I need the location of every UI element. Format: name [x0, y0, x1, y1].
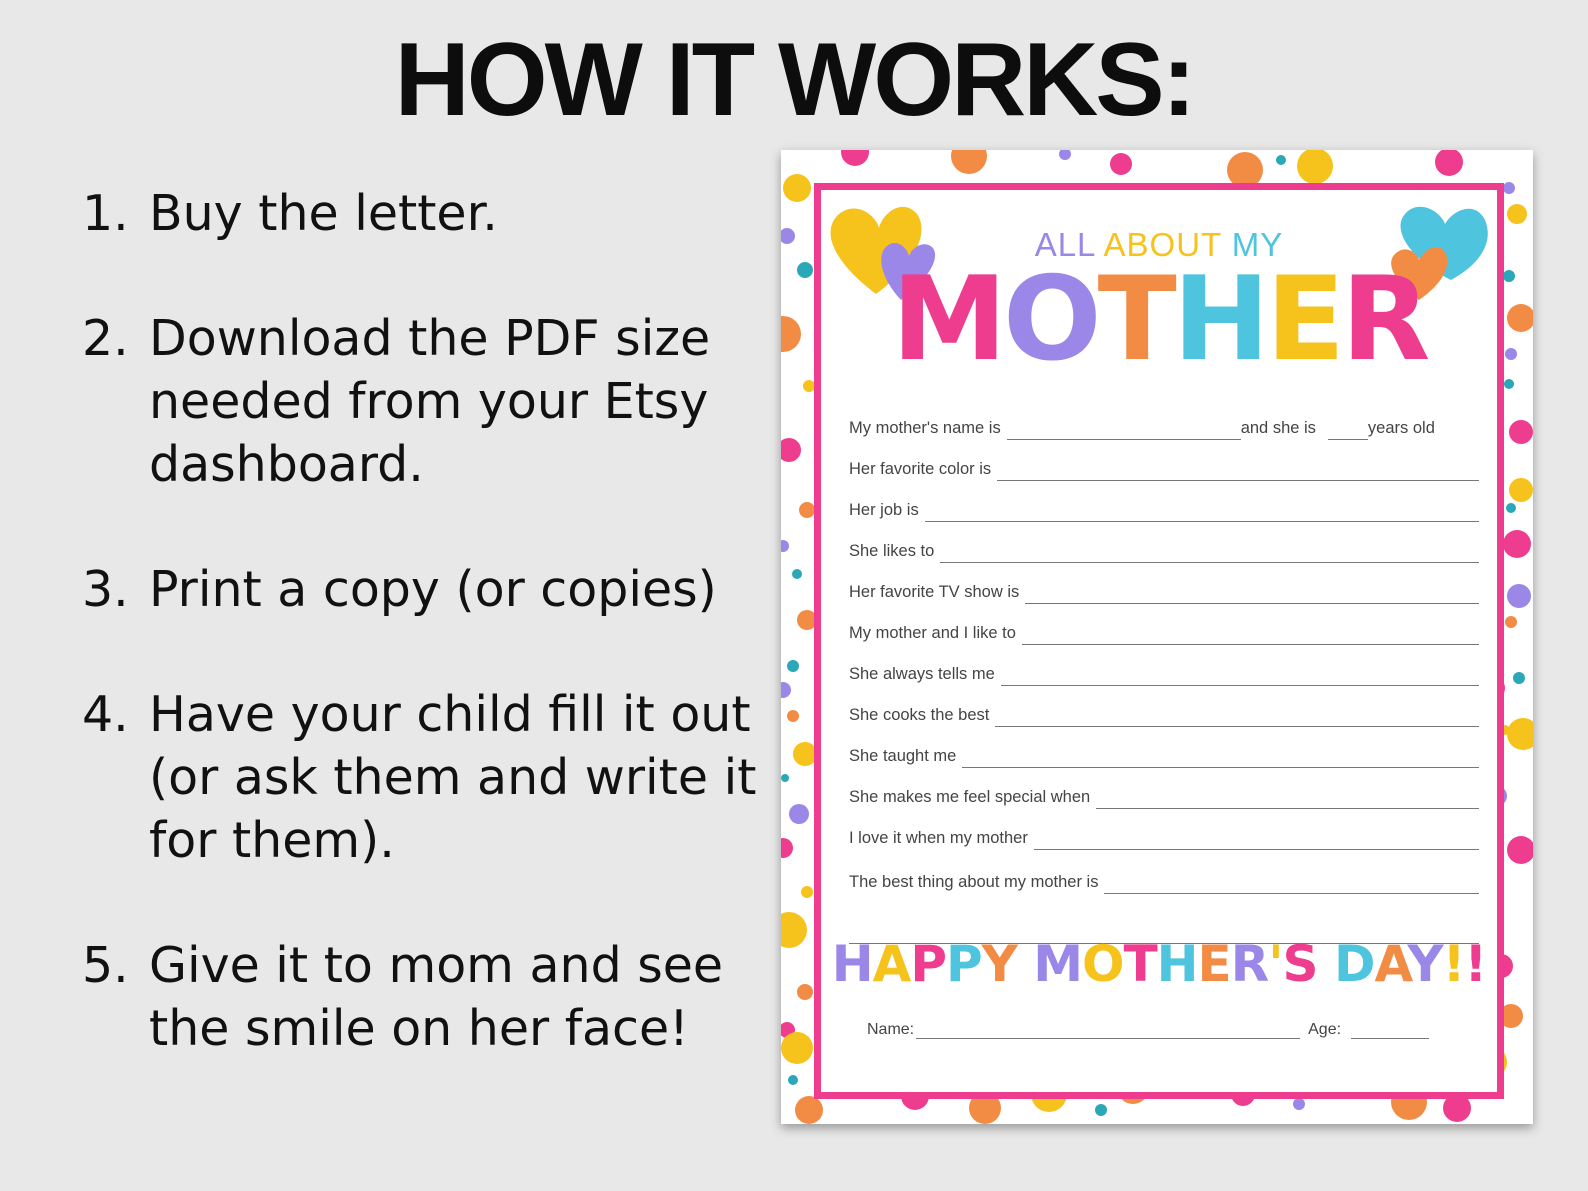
- field-row: [849, 400, 1479, 440]
- banner-letter: Y: [981, 935, 1017, 993]
- field-row: [849, 687, 1479, 727]
- happy-mothers-day-banner: [821, 935, 1497, 993]
- step-number: 5.: [82, 937, 129, 994]
- banner-letter: A: [872, 935, 911, 993]
- field-label: My mother's name is: [849, 419, 1001, 437]
- header-letter: E: [1265, 252, 1342, 387]
- header-letter: R: [1341, 252, 1427, 387]
- banner-letter: E: [1197, 935, 1231, 993]
- field-row: [849, 564, 1479, 604]
- banner-letter: P: [945, 935, 982, 993]
- blank-line[interactable]: [1104, 873, 1479, 894]
- banner-letter: M: [1033, 935, 1083, 993]
- blank-line[interactable]: [1328, 419, 1368, 440]
- header-letter: H: [1172, 252, 1266, 387]
- step-item: [82, 307, 762, 496]
- banner-word: [832, 935, 1486, 993]
- banner-letter: !: [1442, 935, 1465, 993]
- field-row: [849, 728, 1479, 768]
- age-label: Age:: [1308, 1021, 1342, 1038]
- banner-letter: [1318, 935, 1334, 993]
- banner-letter: Y: [1407, 935, 1443, 993]
- field-label: She taught me: [849, 747, 957, 765]
- field-label: Her job is: [849, 501, 919, 519]
- blank-line[interactable]: [1096, 788, 1479, 809]
- field-row: [849, 441, 1479, 481]
- field-label: The best thing about my mother is: [849, 873, 1099, 891]
- printable-sheet-preview: [781, 150, 1533, 1124]
- blank-line[interactable]: [1001, 665, 1479, 686]
- banner-letter: O: [1082, 935, 1124, 993]
- banner-letter: A: [1374, 935, 1408, 993]
- field-label: years old: [1367, 419, 1435, 437]
- name-age-footer: [867, 1020, 1457, 1039]
- header-mother: [821, 250, 1497, 390]
- header-word: MY: [1231, 226, 1284, 263]
- step-text: Print a copy (or copies): [149, 561, 717, 618]
- step-item: [82, 683, 762, 872]
- field-label: I love it when my mother: [849, 829, 1028, 847]
- header-word: ALL: [1034, 226, 1104, 263]
- step-text: Give it to mom and see the smile on her face!: [149, 937, 724, 1057]
- step-number: 3.: [82, 561, 129, 618]
- name-line[interactable]: [916, 1020, 1300, 1039]
- blank-line[interactable]: [925, 501, 1479, 522]
- banner-letter: D: [1333, 935, 1375, 993]
- banner-letter: R: [1230, 935, 1269, 993]
- field-label: She likes to: [849, 542, 935, 560]
- step-number: 4.: [82, 686, 129, 743]
- page-title: HOW IT WORKS:: [394, 22, 1194, 138]
- field-label: My mother and I like to: [849, 624, 1016, 642]
- blank-line[interactable]: [962, 747, 1479, 768]
- step-number: 2.: [82, 310, 129, 367]
- step-text: Have your child fill it out (or ask them and write it for them).: [149, 686, 757, 869]
- field-label: Her favorite TV show is: [849, 583, 1020, 601]
- banner-letter: !: [1464, 935, 1487, 993]
- banner-letter: H: [1156, 935, 1198, 993]
- blank-line[interactable]: [995, 706, 1479, 727]
- step-item: [82, 558, 762, 621]
- blank-line[interactable]: [1007, 419, 1241, 440]
- sheet-frame: [814, 183, 1504, 1099]
- field-row: [849, 605, 1479, 645]
- field-row: [849, 810, 1479, 850]
- step-item: [82, 182, 762, 245]
- name-label: Name:: [867, 1021, 915, 1038]
- banner-letter: ': [1268, 935, 1283, 993]
- field-label: and she is: [1240, 419, 1316, 437]
- blank-line[interactable]: [1022, 624, 1479, 645]
- header-letter: O: [1003, 252, 1098, 387]
- field-row: [849, 854, 1479, 894]
- banner-letter: P: [910, 935, 946, 993]
- step-number: 1.: [82, 185, 129, 242]
- blank-line[interactable]: [997, 460, 1479, 481]
- step-text: Download the PDF size needed from your Etsy dashboard.: [149, 310, 711, 493]
- blank-line[interactable]: [1025, 583, 1479, 604]
- banner-letter: H: [831, 935, 873, 993]
- steps-list: [82, 182, 762, 1122]
- field-label: She cooks the best: [849, 706, 990, 724]
- blank-line[interactable]: [1034, 829, 1479, 850]
- field-row: [849, 482, 1479, 522]
- banner-letter: S: [1282, 935, 1318, 993]
- field-label: Her favorite color is: [849, 460, 992, 478]
- step-item: [82, 934, 762, 1060]
- field-row: [849, 646, 1479, 686]
- header-word: ABOUT: [1103, 226, 1232, 263]
- banner-letter: [1017, 935, 1033, 993]
- step-text: Buy the letter.: [149, 185, 498, 242]
- field-label: She makes me feel special when: [849, 788, 1091, 806]
- age-line[interactable]: [1351, 1020, 1429, 1039]
- header-letter: T: [1097, 252, 1173, 387]
- header-letter: M: [891, 252, 1003, 387]
- blank-line[interactable]: [940, 542, 1479, 563]
- banner-letter: T: [1123, 935, 1157, 993]
- field-row: [849, 769, 1479, 809]
- field-row: [849, 523, 1479, 563]
- field-label: She always tells me: [849, 665, 995, 683]
